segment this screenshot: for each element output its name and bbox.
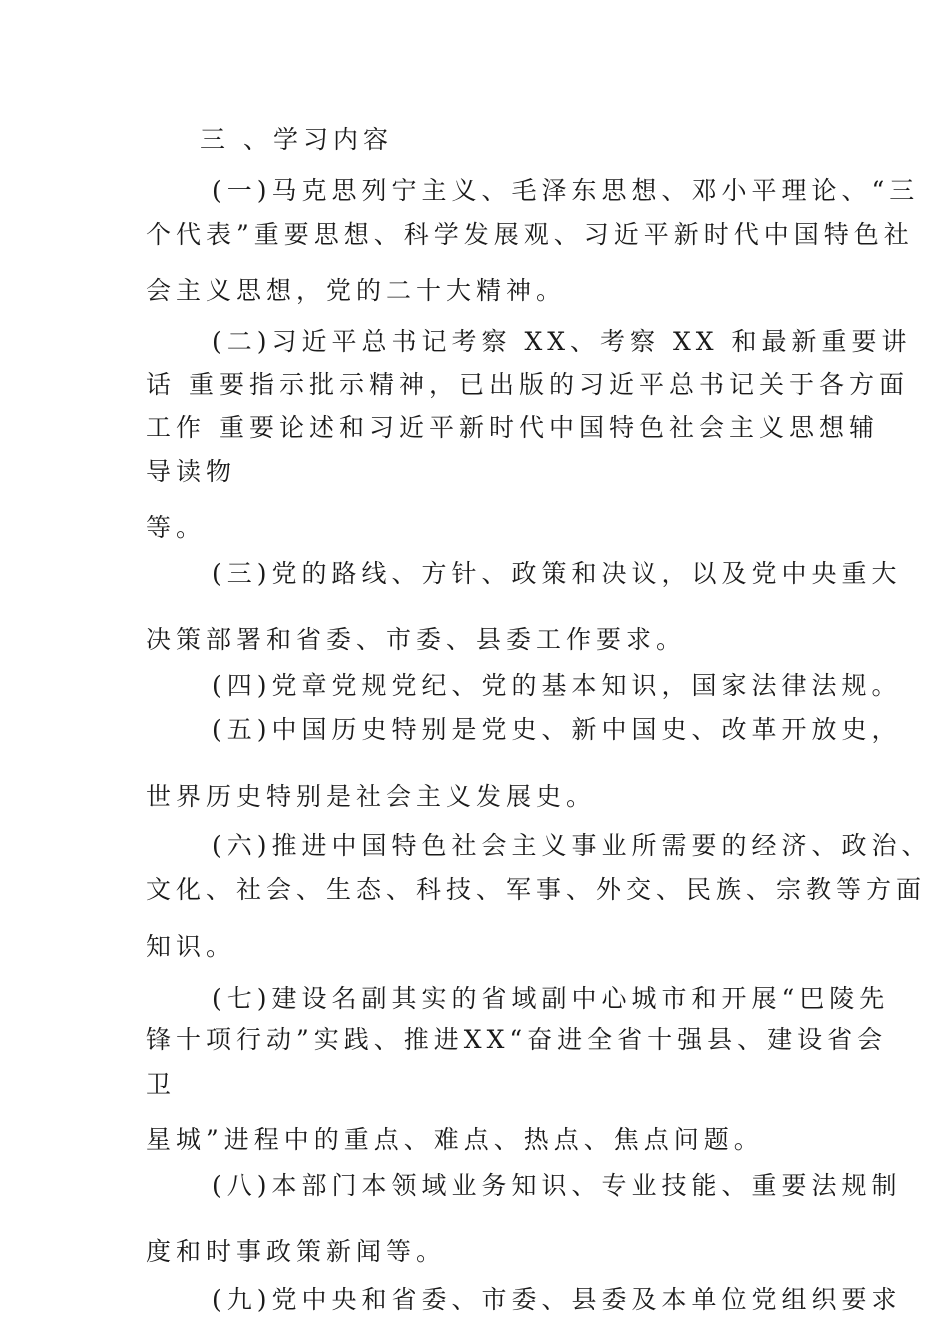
item-3-line-1: (三)党的路线、方针、政策和决议，以及党中央重大 [212, 559, 902, 588]
item-4-line-1: (四)党章党规党纪、党的基本知识，国家法律法规。 [212, 671, 902, 700]
item-7-line-2: 锋十项行动”实践、推进XX“奋进全省十强县、建设省会 [146, 1025, 888, 1054]
item-7-line-3: 卫 [146, 1070, 177, 1099]
item-5-line-2: 世界历史特别是社会主义发展史。 [146, 782, 597, 811]
item-6-line-3: 知识。 [146, 932, 237, 961]
item-2-line-5: 等。 [146, 513, 207, 542]
section-heading: 三 、学习内容 [200, 125, 393, 154]
item-7-line-1: (七)建设名副其实的省域副中心城市和开展“巴陵先 [212, 984, 890, 1013]
item-1-line-1: (一)马克思列宁主义、毛泽东思想、邓小平理论、“三 [212, 176, 920, 205]
item-2-line-4: 导读物 [146, 457, 237, 486]
item-5-line-1: (五)中国历史特别是党史、新中国史、改革开放史， [212, 715, 902, 744]
item-2-line-1: (二)习近平总书记考察 XX、考察 XX 和最新重要讲 [212, 327, 912, 356]
item-1-line-2: 个代表”重要思想、科学发展观、习近平新时代中国特色社 [146, 220, 914, 249]
item-6-line-1: (六)推进中国特色社会主义事业所需要的经济、政治、 [212, 831, 932, 860]
item-2-line-3: 工作 重要论述和习近平新时代中国特色社会主义思想辅 [146, 413, 879, 442]
item-1-line-3: 会主义思想，党的二十大精神。 [146, 276, 567, 305]
item-2-line-2: 话 重要指示批示精神，已出版的习近平总书记关于各方面 [146, 370, 909, 399]
item-7-line-4: 星城”进程中的重点、难点、热点、焦点问题。 [146, 1125, 764, 1154]
item-9-line-1: (九)党中央和省委、市委、县委及本单位党组织要求 [212, 1285, 902, 1314]
item-8-line-2: 度和时事政策新闻等。 [146, 1237, 447, 1266]
item-6-line-2: 文化、社会、生态、科技、军事、外交、民族、宗教等方面 [146, 875, 927, 904]
item-3-line-2: 决策部署和省委、市委、县委工作要求。 [146, 625, 687, 654]
item-8-line-1: (八)本部门本领域业务知识、专业技能、重要法规制 [212, 1171, 902, 1200]
